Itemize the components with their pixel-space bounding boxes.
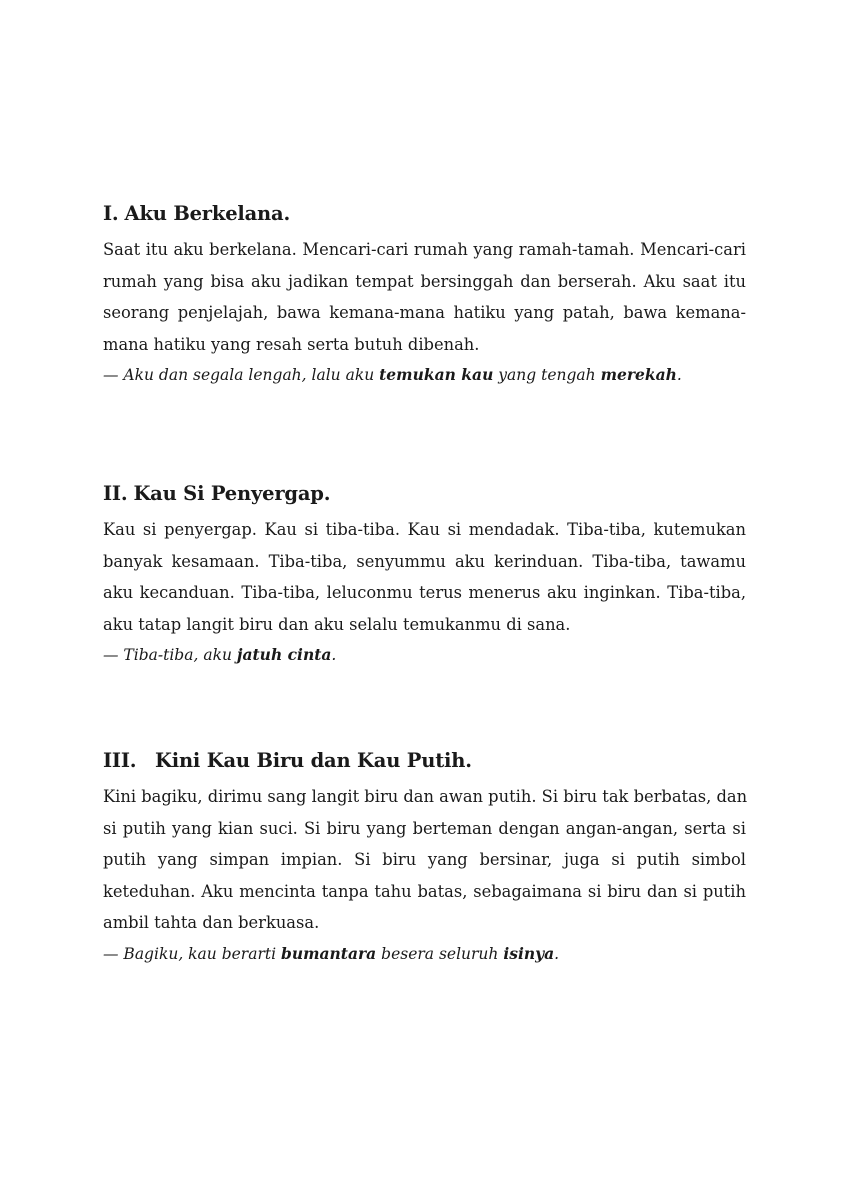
paragraph-line: rumah yang bisa aku jadikan tempat bersinggah dan berserah. Aku saat itu: [103, 271, 746, 291]
paragraph-line: aku kecanduan. Tiba-tiba, leluconmu terus menerus aku inginkan. Tiba-tiba,: [103, 583, 746, 602]
quote-text: yang tengah: [493, 366, 601, 384]
section-number: III.: [103, 749, 137, 772]
section-paragraph: [103, 234, 746, 360]
section-1: [103, 201, 746, 390]
section-title: Kau Si Penyergap.: [133, 482, 331, 505]
quote-text: .: [331, 646, 337, 664]
quote-text: — Bagiku, kau berarti: [103, 944, 281, 963]
quote-text: — Tiba-tiba, aku: [103, 646, 237, 664]
section-2: [103, 481, 746, 670]
quote-text: — Aku dan segala lengah, lalu aku: [103, 366, 380, 384]
quote-emphasis: bumantara: [280, 943, 377, 963]
quote-text: besera seluruh: [376, 944, 504, 963]
section-quote: [103, 640, 746, 670]
paragraph-line: banyak kesamaan. Tiba-tiba, senyummu aku kerinduan. Tiba-tiba, tawamu: [103, 551, 746, 571]
paragraph-line: keteduhan. Aku mencinta tanpa tahu batas, sebagaimana si biru dan si putih: [103, 881, 746, 901]
paragraph-line: putih yang simpan impian. Si biru yang bersinar, juga si putih simbol: [103, 850, 746, 869]
quote-emphasis: temukan kau: [379, 365, 494, 384]
paragraph-line: Kini bagiku, dirimu sang langit biru dan awan putih. Si biru tak berbatas, dan: [103, 787, 748, 806]
paragraph-line: Kau si penyergap. Kau si tiba-tiba. Kau si mendadak. Tiba-tiba, kutemukan: [103, 520, 746, 539]
paragraph-line: ambil tahta dan berkuasa.: [103, 913, 320, 932]
paragraph-line: mana hatiku yang resah serta butuh dibenah.: [103, 334, 480, 354]
section-3: [103, 748, 746, 969]
quote-text: .: [554, 944, 560, 963]
section-heading: [103, 748, 746, 774]
section-heading: [103, 201, 746, 227]
paragraph-line: aku tatap langit biru dan aku selalu temukanmu di sana.: [103, 614, 571, 634]
paragraph-line: seorang penjelajah, bawa kemana-mana hatiku yang patah, bawa kemana-: [103, 303, 746, 322]
section-title: Kini Kau Biru dan Kau Putih.: [155, 749, 472, 772]
quote-text: .: [676, 366, 682, 384]
quote-emphasis: isinya: [503, 943, 555, 963]
quote-emphasis: merekah: [600, 365, 677, 384]
section-number: I.: [103, 202, 119, 225]
section-heading: [103, 481, 746, 507]
section-quote: [103, 939, 746, 969]
section-paragraph: [103, 514, 746, 640]
section-paragraph: [103, 781, 746, 939]
paragraph-line: Saat itu aku berkelana. Mencari-cari rumah yang ramah-tamah. Mencari-cari: [103, 240, 746, 259]
paragraph-line: si putih yang kian suci. Si biru yang berteman dengan angan-angan, serta si: [103, 818, 746, 838]
section-title: Aku Berkelana.: [124, 202, 291, 225]
quote-emphasis: jatuh cinta: [236, 645, 332, 664]
section-quote: [103, 360, 746, 390]
section-number: II.: [103, 482, 128, 505]
